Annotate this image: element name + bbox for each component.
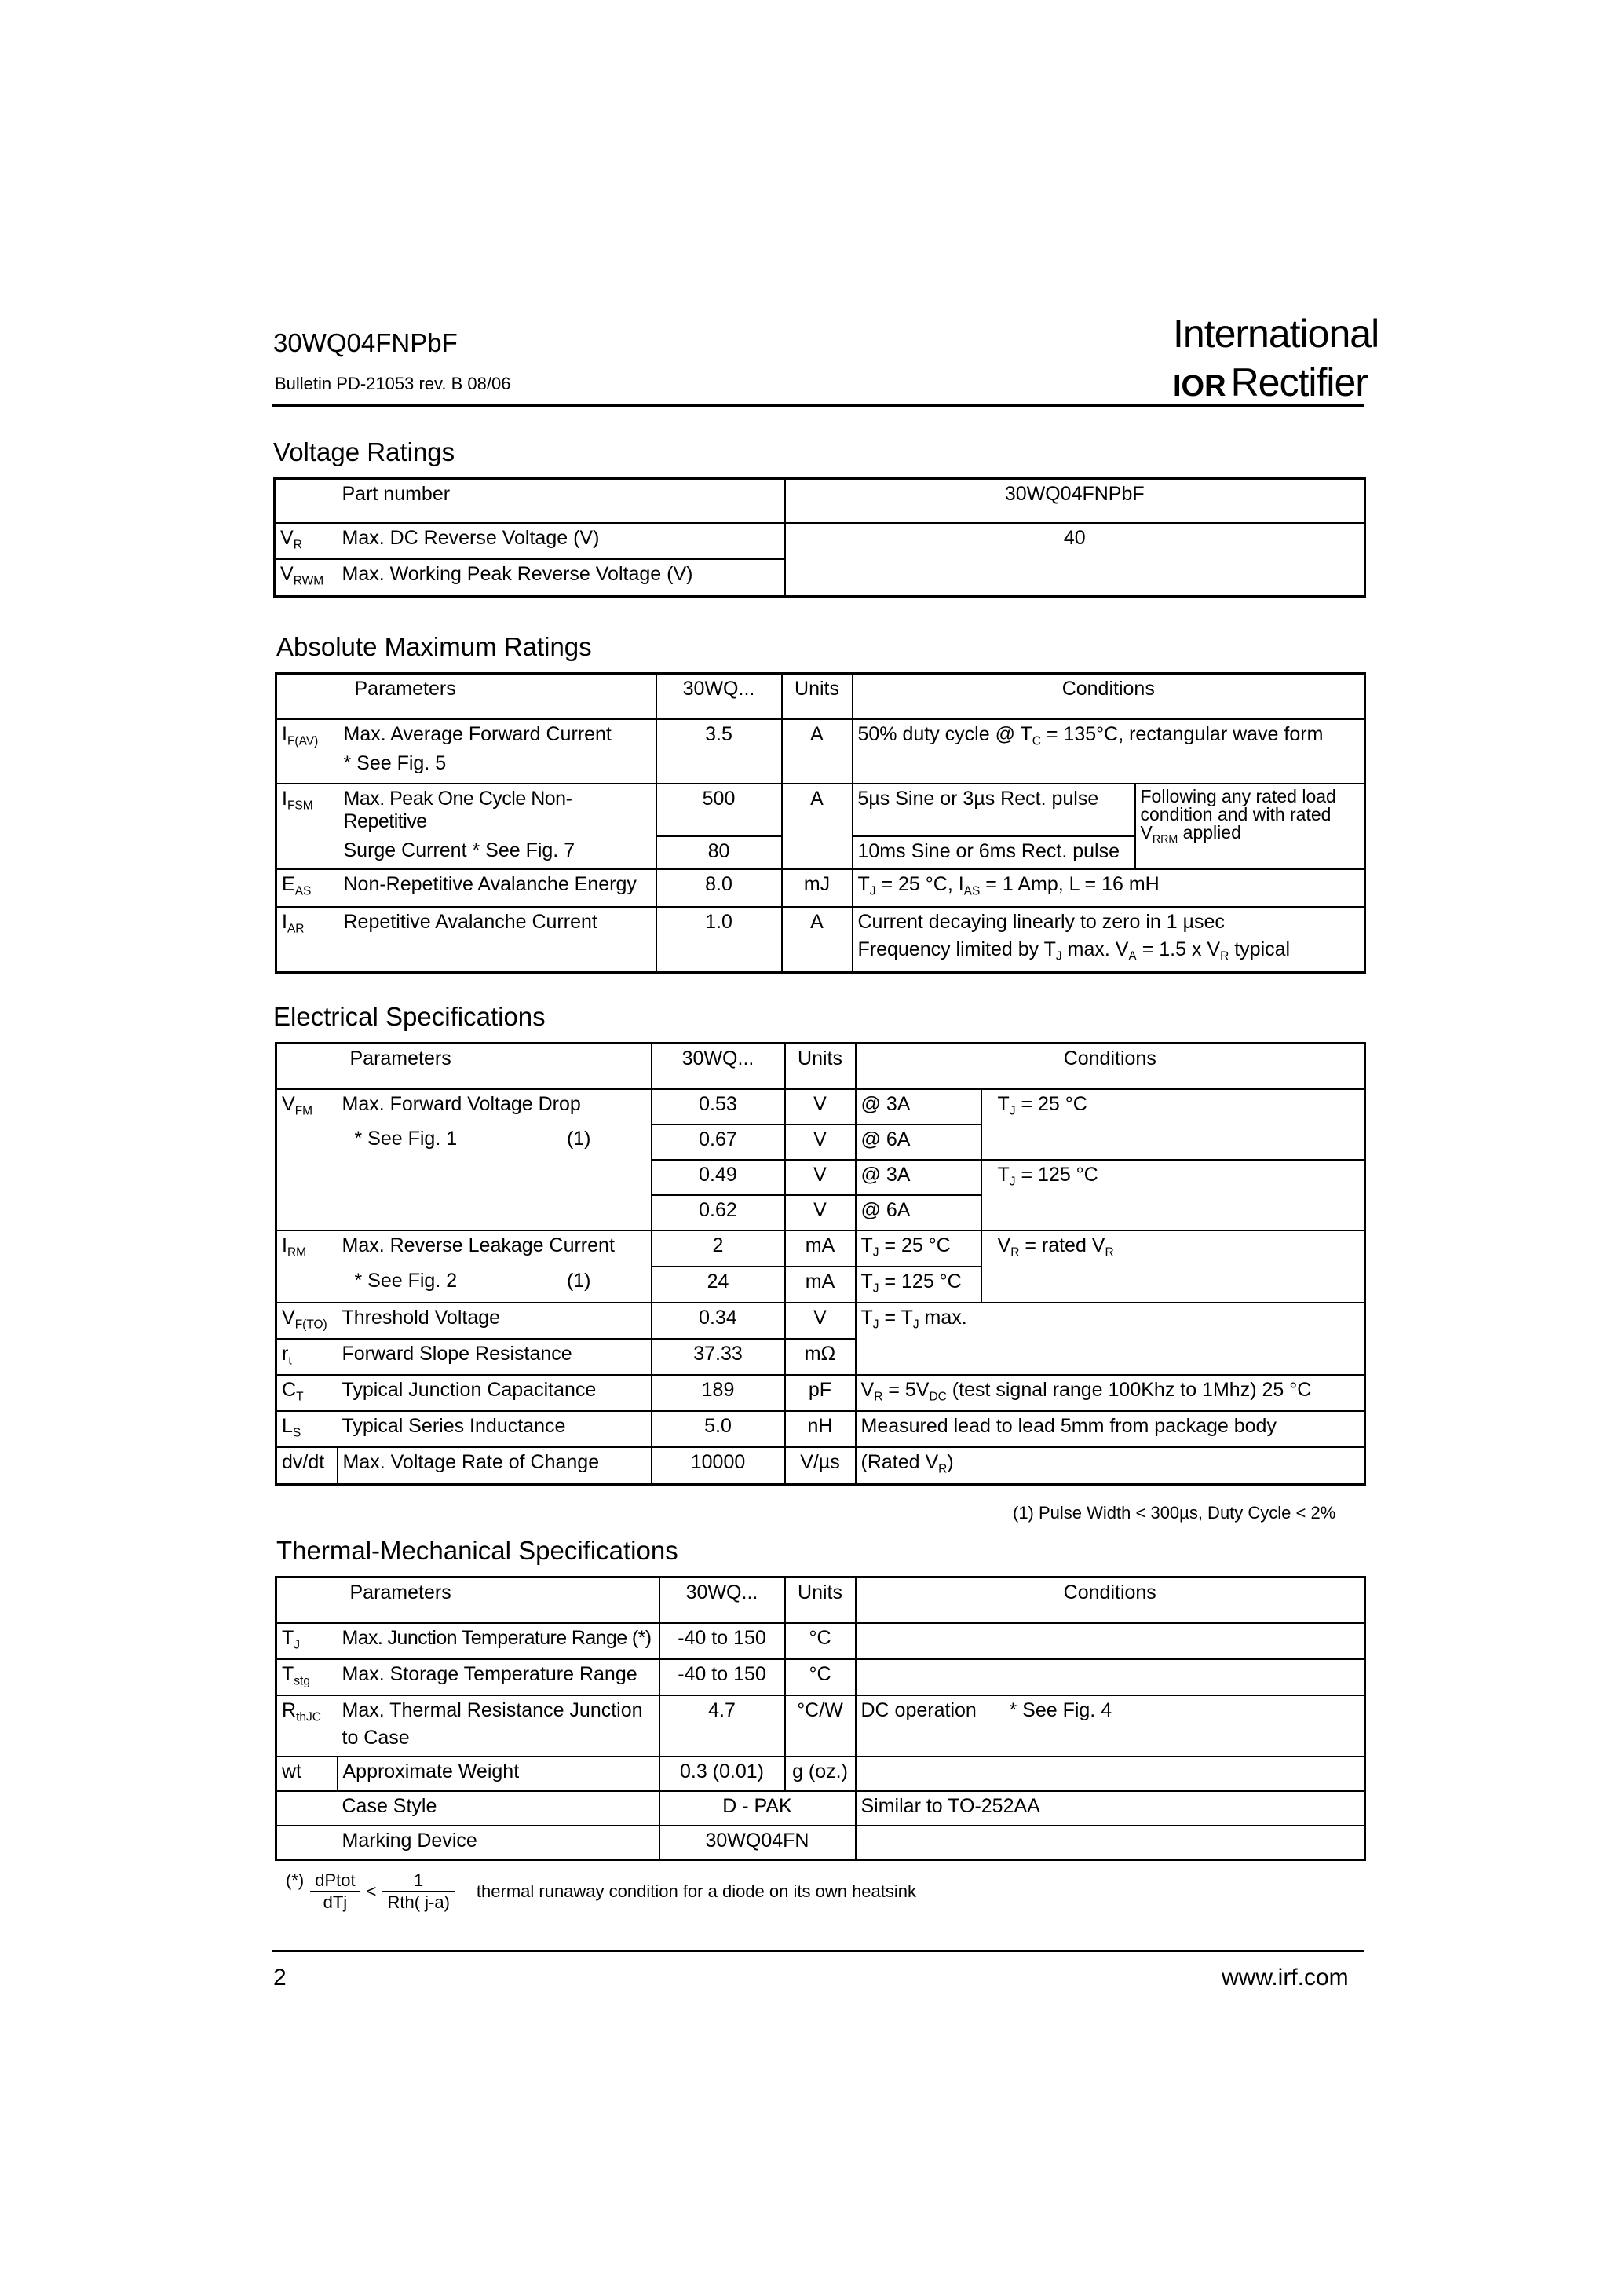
eas-unit: mJ <box>782 869 853 907</box>
dvdt-sym: dv/dt <box>276 1447 338 1485</box>
rt-sym: $r_t$ <box>276 1339 338 1375</box>
irm-val-1: 24 <box>652 1267 785 1303</box>
ifsm-sym-blank <box>276 836 339 869</box>
iar-desc: Repetitive Avalanche Current <box>339 907 656 973</box>
vr-desc: Max. DC Reverse Voltage (V) <box>338 523 785 559</box>
ifav-sym: $I_{F(AV)}$ <box>276 719 339 784</box>
tstg-desc: Max. Storage Temperature Range <box>338 1659 659 1695</box>
tj-unit: °C <box>785 1623 856 1659</box>
vfm-val-2: 0.49 <box>652 1160 785 1195</box>
el-h-units: Units <box>785 1044 856 1089</box>
vfm-desc: Max. Forward Voltage Drop <box>338 1089 652 1124</box>
ifsm-desc1: Max. Peak One Cycle Non-Repetitive <box>339 784 656 836</box>
iar-val: 1.0 <box>656 907 782 973</box>
ls-val: 5.0 <box>652 1411 785 1447</box>
document-title: 30WQ04FNPbF <box>273 328 458 357</box>
vfm-cond-1: @ 6A <box>856 1124 981 1160</box>
am-h-cond: Conditions <box>853 674 1365 719</box>
elec-title: Electrical Specifications <box>273 1002 546 1031</box>
tstg-val: -40 to 150 <box>659 1659 785 1695</box>
th-h-params: Parameters <box>338 1578 659 1623</box>
ls-unit: nH <box>785 1411 856 1447</box>
el-h-params: Parameters <box>338 1044 652 1089</box>
vfm-unit-3: V <box>785 1195 856 1230</box>
thermal-formula <box>286 1870 916 1913</box>
irm-see: * See Fig. 2 (1) <box>338 1267 652 1303</box>
rthjc-cond: DC operation * See Fig. 4 <box>856 1695 1365 1757</box>
marking-val: 30WQ04FN <box>659 1826 856 1860</box>
tj-sym: $T_J$ <box>276 1623 338 1659</box>
vfm-sym: $V_{FM}$ <box>276 1089 338 1124</box>
el-h-cond: Conditions <box>856 1044 1365 1089</box>
vr-header-value: 30WQ04FNPbF <box>785 479 1365 523</box>
wt-sym: wt <box>276 1757 338 1791</box>
tstg-cond <box>856 1659 1365 1695</box>
vfm-unit-2: V <box>785 1160 856 1195</box>
irm-val-0: 2 <box>652 1230 785 1267</box>
vfto-cond: $T_J = T_J$ max. <box>856 1303 1365 1375</box>
vr-sym: $V_R$ <box>275 523 338 559</box>
marking-sym <box>276 1826 338 1860</box>
vfm-desc-blank3 <box>338 1195 652 1230</box>
vfm-cond-2: @ 3A <box>856 1160 981 1195</box>
elec-footnote: (1) Pulse Width < 300µs, Duty Cycle < 2% <box>1013 1503 1336 1523</box>
vfm-val-1: 0.67 <box>652 1124 785 1160</box>
irm-desc: Max. Reverse Leakage Current <box>338 1230 652 1267</box>
irm-sym: $I_{RM}$ <box>276 1230 338 1267</box>
rt-val: 37.33 <box>652 1339 785 1375</box>
thermal-title: Thermal-Mechanical Specifications <box>276 1536 678 1565</box>
vfm-sym-blank3 <box>276 1195 338 1230</box>
vrwm-sym: $V_{RWM}$ <box>275 559 338 597</box>
marking-cond <box>856 1826 1365 1860</box>
ct-desc: Typical Junction Capacitance <box>338 1375 652 1411</box>
ifav-cond: 50% duty cycle @ $T_C = 135^\circ C$, rectangular wave form <box>853 719 1365 784</box>
formula-frac1: $\frac{\text{dPtot}}{\text{dTj}}$ <box>310 1870 360 1913</box>
vfm-tj2: $T_J = 125$ °C <box>981 1160 1365 1230</box>
case-sym <box>276 1791 338 1826</box>
thermal-table <box>275 1576 1366 1861</box>
formula-text: thermal runaway condition for a diode on its own heatsink <box>476 1881 917 1901</box>
rthjc-sym: $R_{thJC}$ <box>276 1695 338 1757</box>
vr-value: 40 <box>785 523 1365 597</box>
irm-unit-0: mA <box>785 1230 856 1267</box>
eas-val: 8.0 <box>656 869 782 907</box>
wt-unit: g (oz.) <box>785 1757 856 1791</box>
iar-cond: Current decaying linearly to zero in 1 µsec Frequency limited by $T_J$ max. $V_A = 1.5$ x $V_R$ typical <box>853 907 1365 973</box>
th-h-blank <box>276 1578 338 1623</box>
tstg-unit: °C <box>785 1659 856 1695</box>
eas-desc: Non-Repetitive Avalanche Energy <box>339 869 656 907</box>
abs-max-title: Absolute Maximum Ratings <box>276 632 592 661</box>
logo-rectifier <box>1173 360 1368 405</box>
ifav-desc: Max. Average Forward Current * See Fig. 5 <box>339 719 656 784</box>
dvdt-val: 10000 <box>652 1447 785 1485</box>
vfm-unit-1: V <box>785 1124 856 1160</box>
el-h-blank <box>276 1044 338 1089</box>
irm-unit-1: mA <box>785 1267 856 1303</box>
page-number: 2 <box>273 1965 287 1991</box>
ct-sym: $C_T$ <box>276 1375 338 1411</box>
vfm-cond-0: @ 3A <box>856 1089 981 1124</box>
case-val: D - PAK <box>659 1791 856 1826</box>
bulletin-info: Bulletin PD-21053 rev. B 08/06 <box>275 374 511 393</box>
ifsm-sym: $I_{FSM}$ <box>276 784 339 836</box>
vfm-cond-3: @ 6A <box>856 1195 981 1230</box>
tstg-sym: $T_{stg}$ <box>276 1659 338 1695</box>
rthjc-desc: Max. Thermal Resistance Junction to Case <box>338 1695 659 1757</box>
irm-cond-0: $T_J = 25$ °C <box>856 1230 981 1267</box>
vfm-see: * See Fig. 1 (1) <box>338 1124 652 1160</box>
vfm-sym-blank2 <box>276 1160 338 1195</box>
ifsm-cond1: 5µs Sine or 3µs Rect. pulse <box>853 784 1135 836</box>
tj-desc: Max. Junction Temperature Range (*) <box>338 1623 659 1659</box>
formula-frac2: $\frac{1}{\text{Rth( j-a)}}$ <box>382 1870 454 1913</box>
ls-cond: Measured lead to lead 5mm from package body <box>856 1411 1365 1447</box>
eas-sym: $E_{AS}$ <box>276 869 339 907</box>
rthjc-val: 4.7 <box>659 1695 785 1757</box>
voltage-ratings-table <box>273 477 1366 598</box>
wt-val: 0.3 (0.01) <box>659 1757 785 1791</box>
dvdt-unit: V/µs <box>785 1447 856 1485</box>
th-h-cond: Conditions <box>856 1578 1365 1623</box>
th-h-val: 30WQ... <box>659 1578 785 1623</box>
ct-val: 189 <box>652 1375 785 1411</box>
vrwm-desc: Max. Working Peak Reverse Voltage (V) <box>338 559 785 597</box>
vr-header-part: Part number <box>338 479 785 523</box>
dvdt-cond: (Rated $V_R$) <box>856 1447 1365 1485</box>
marking-desc: Marking Device <box>338 1826 659 1860</box>
vfto-desc: Threshold Voltage <box>338 1303 652 1339</box>
vfto-sym: $V_{F(TO)}$ <box>276 1303 338 1339</box>
footer-url[interactable]: www.irf.com <box>1222 1965 1349 1991</box>
am-h-blank <box>276 674 339 719</box>
formula-lt: < <box>366 1881 377 1901</box>
wt-desc: Approximate Weight <box>338 1757 659 1791</box>
ls-sym: $L_S$ <box>276 1411 338 1447</box>
th-h-units: Units <box>785 1578 856 1623</box>
ifav-unit: A <box>782 719 853 784</box>
ls-desc: Typical Series Inductance <box>338 1411 652 1447</box>
am-h-units: Units <box>782 674 853 719</box>
voltage-ratings-title: Voltage Ratings <box>273 437 455 466</box>
am-h-val: 30WQ... <box>656 674 782 719</box>
vfm-val-3: 0.62 <box>652 1195 785 1230</box>
ct-cond: $V_R = 5V_{DC}$ (test signal range 100Khz to 1Mhz) 25 °C <box>856 1375 1365 1411</box>
eas-cond: $T_J = 25$ °C, $I_{AS} = 1$ Amp, L = 16 mH <box>853 869 1365 907</box>
ifsm-val2: 80 <box>656 836 782 869</box>
rt-unit: mΩ <box>785 1339 856 1375</box>
tj-cond <box>856 1623 1365 1659</box>
tj-val: -40 to 150 <box>659 1623 785 1659</box>
ifsm-extra: Following any rated load condition and with rated $V_{RRM}$ applied <box>1135 784 1365 869</box>
vfm-sym-blank1 <box>276 1124 338 1160</box>
irm-sym-blank <box>276 1267 338 1303</box>
abs-max-table <box>275 672 1366 974</box>
logo-international: International <box>1173 312 1379 356</box>
logo-ior: IOR <box>1173 370 1226 403</box>
ifav-val: 3.5 <box>656 719 782 784</box>
case-desc: Case Style <box>338 1791 659 1826</box>
iar-sym: $I_{AR}$ <box>276 907 339 973</box>
header-rule <box>272 404 1364 407</box>
ct-unit: pF <box>785 1375 856 1411</box>
elec-table <box>275 1042 1366 1486</box>
irm-cond-1: $T_J = 125$ °C <box>856 1267 981 1303</box>
rt-desc: Forward Slope Resistance <box>338 1339 652 1375</box>
vfm-desc-blank2 <box>338 1160 652 1195</box>
logo-rectifier-text: Rectifier <box>1230 360 1368 404</box>
el-h-val: 30WQ... <box>652 1044 785 1089</box>
vfto-unit: V <box>785 1303 856 1339</box>
vfm-tj1: $T_J = 25$ °C <box>981 1089 1365 1160</box>
ifsm-val1: 500 <box>656 784 782 836</box>
ifsm-desc2: Surge Current * See Fig. 7 <box>339 836 656 869</box>
wt-cond <box>856 1757 1365 1791</box>
ifsm-cond2: 10ms Sine or 6ms Rect. pulse <box>853 836 1135 869</box>
case-cond: Similar to TO-252AA <box>856 1791 1365 1826</box>
iar-unit: A <box>782 907 853 973</box>
irm-vr: $V_R$ = rated $V_R$ <box>981 1230 1365 1303</box>
vr-header-blank <box>275 479 338 523</box>
footer-rule <box>272 1950 1364 1952</box>
dvdt-desc: Max. Voltage Rate of Change <box>338 1447 652 1485</box>
vfm-unit-0: V <box>785 1089 856 1124</box>
ifsm-unit: A <box>782 784 853 869</box>
am-h-params: Parameters <box>339 674 656 719</box>
formula-prefix: (*) <box>286 1870 305 1890</box>
vfm-val-0: 0.53 <box>652 1089 785 1124</box>
vfto-val: 0.34 <box>652 1303 785 1339</box>
rthjc-unit: °C/W <box>785 1695 856 1757</box>
